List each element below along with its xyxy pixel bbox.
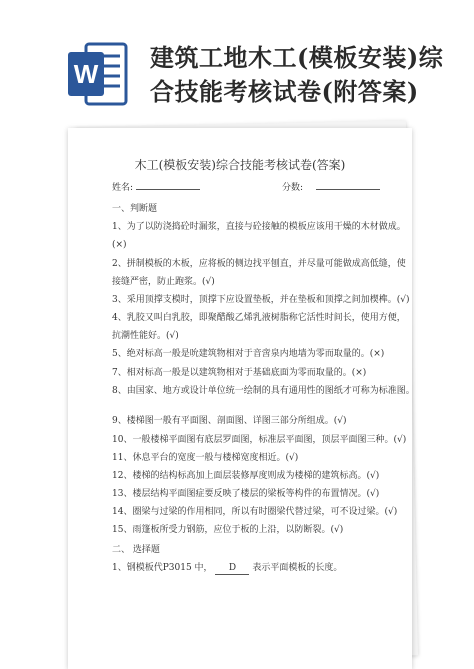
- question-4a: 4、乳胶又叫白乳胶，即聚醋酸乙烯乳液树脂称它活性时间长，使用方便，: [112, 313, 406, 323]
- question-13: 13、楼层结构平面图症要反映了楼层的梁板等构件的布置情况。(√): [112, 489, 380, 499]
- choice-1-suffix: 表示平面模板的长度。: [252, 563, 343, 573]
- name-label: 姓名:: [112, 183, 134, 193]
- word-doc-icon: [66, 40, 130, 108]
- choice-1-answer: D: [215, 562, 249, 575]
- question-1b: (×): [112, 240, 127, 250]
- question-1a: 1、为了以防浇捣砼时漏浆，直接与砼接触的模板应该用干燥的木材做成。: [112, 222, 406, 232]
- section-judgment: 一、判断题: [112, 204, 158, 214]
- score-blank: [316, 180, 380, 190]
- svg-text:W: W: [73, 59, 99, 89]
- question-14: 14、圈梁与过梁的作用相同，所以有时圈梁代替过梁，可不设过梁。(√): [112, 507, 398, 517]
- question-2a: 2、拼制模板的木板，应将板的侧边找平刨直，并尽量可能做成高低缝，使: [112, 259, 406, 269]
- score-row: [282, 180, 380, 194]
- document-page: [68, 128, 415, 669]
- page-header: [0, 0, 474, 122]
- question-15: 15、雨篷板所受力钢筋，应位于板的上沿，以防断裂。(√): [112, 525, 344, 535]
- question-10: 10、一般楼梯平面图有底层罗面图，标准层平面图，顶层平面图三种。(√): [112, 435, 407, 445]
- question-11: 11、休息平台的宽度一般与楼梯宽度相近。(√): [112, 453, 299, 463]
- question-3: 3、采用顶撑支模时，顶撑下应设置垫板，并在垫板和顶撑之间加楔榫。(√): [112, 295, 410, 305]
- question-5: 5、绝对标高一般是吮建筑物相对于音啻泉内地墙为零而取量的。(×): [112, 349, 385, 359]
- question-7: 7、相对标高一般是以建筑物相对于基础底面为零而取量的。(×): [112, 368, 367, 378]
- question-9: 9、楼梯图一般有平面图、剖面图、详图三部分所组成。(√): [112, 416, 347, 426]
- question-8: 8、由国家、地方或设计单位统一绘制的具有通用性的图纸才可称为标准图。: [112, 386, 415, 396]
- document-title: 木工(模板安装)综合技能考核试卷(答案): [134, 158, 346, 172]
- page-title-line2: 合技能考核试卷(附答案): [150, 77, 419, 106]
- choice-1-prefix: 1、钢模板代P3015 中，: [112, 563, 213, 573]
- choice-question-1: [112, 562, 342, 575]
- question-2b: 接缝严密，防止跑浆。(√): [112, 277, 215, 287]
- name-row: [112, 180, 200, 194]
- page-title-line1: 建筑工地木工(模板安装)综: [150, 43, 444, 72]
- score-label: 分数:: [282, 183, 304, 193]
- name-blank: [136, 180, 200, 190]
- question-12: 12、楼梯的结构标高加上面层装修厚度则成为楼梯的建筑标高。(√): [112, 471, 380, 481]
- section-choice: 二、 选择题: [112, 545, 160, 555]
- question-4b: 抗潮性能好。(√): [112, 331, 179, 341]
